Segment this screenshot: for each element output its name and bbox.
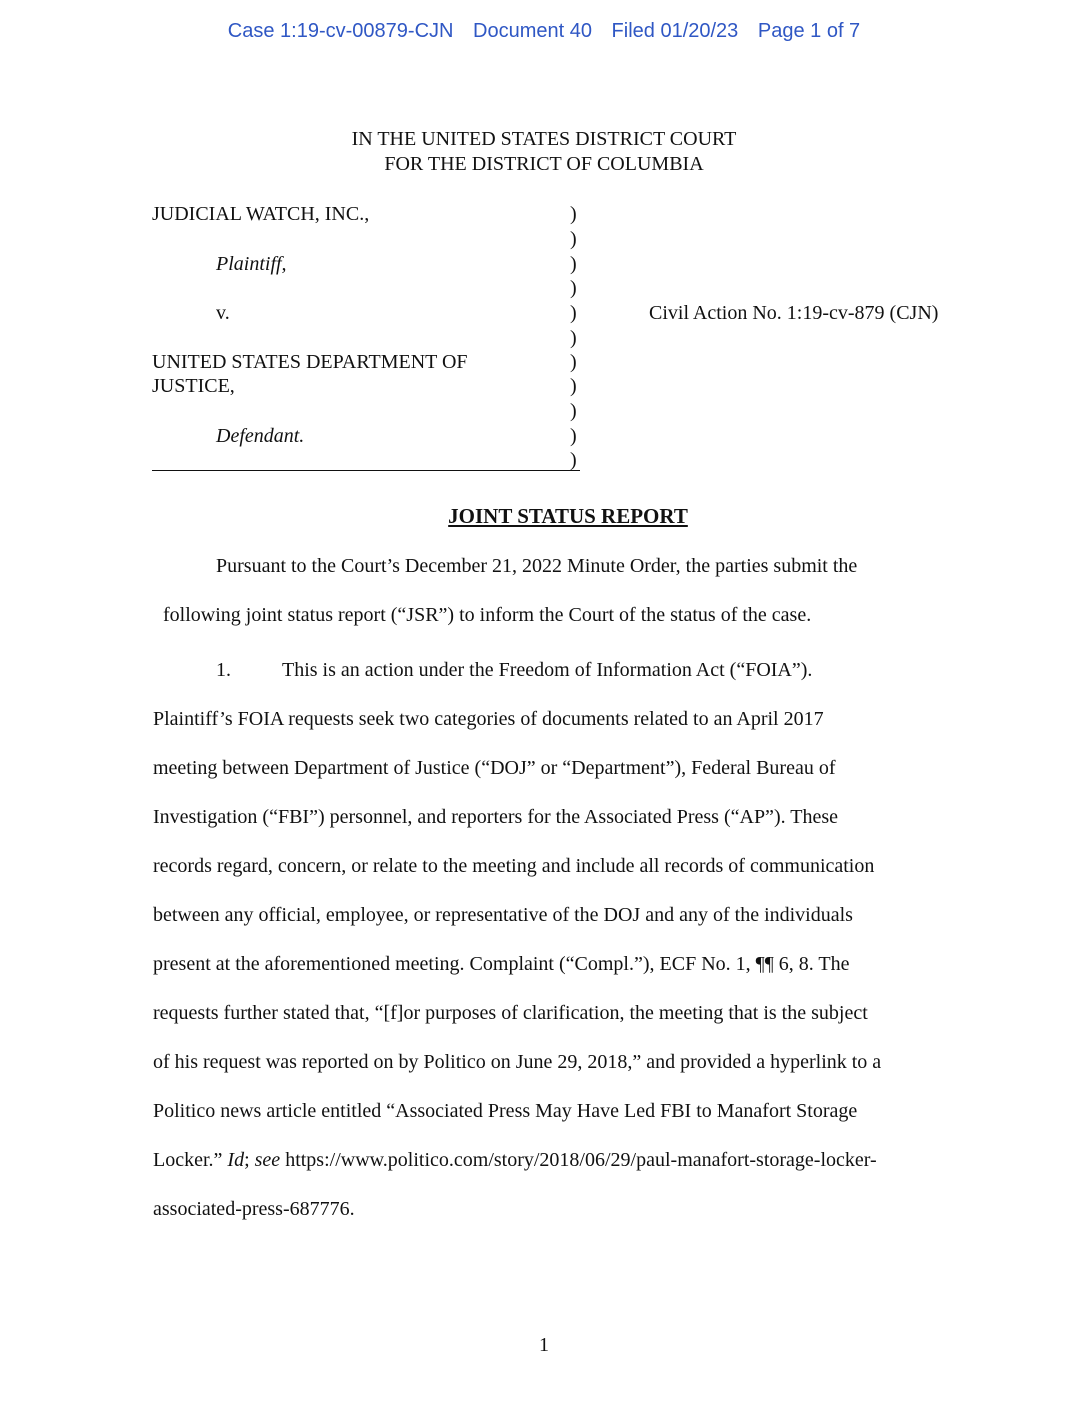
caption-paren: ) <box>570 203 577 225</box>
defendant-name-line-1: UNITED STATES DEPARTMENT OF <box>152 351 468 373</box>
paragraph-line: Politico news article entitled “Associated Press May Have Led FBI to Manafort Storage <box>153 1100 858 1122</box>
caption-paren: ) <box>570 449 577 471</box>
header-case: Case 1:19-cv-00879-CJN <box>227 20 454 42</box>
defendant-name-line-2: JUSTICE, <box>152 375 235 397</box>
caption-paren: ) <box>570 302 577 324</box>
paragraph-line: records regard, concern, or relate to the meeting and include all records of communication <box>153 855 875 877</box>
paragraph-line: Investigation (“FBI”) personnel, and reporters for the Associated Press (“AP”). These <box>153 806 838 828</box>
politico-url-part-1[interactable]: https://www.politico.com/story/2018/06/29/paul-manafort-storage-locker- <box>285 1149 877 1171</box>
paragraph-line: between any official, employee, or representative of the DOJ and any of the individuals <box>153 904 853 926</box>
caption-paren: ) <box>570 327 577 349</box>
caption-paren: ) <box>570 253 577 275</box>
caption-rule <box>152 470 580 471</box>
paragraph-line: meeting between Department of Justice (“DOJ” or “Department”), Federal Bureau of <box>153 757 836 779</box>
citation-id: Id <box>227 1149 245 1171</box>
header-filed: Filed 01/20/23 <box>611 20 739 42</box>
citation-line <box>153 1149 877 1172</box>
court-name-line-1: IN THE UNITED STATES DISTRICT COURT <box>351 128 737 150</box>
versus: v. <box>216 302 230 324</box>
paragraph-number: 1. <box>216 659 231 681</box>
caption-paren: ) <box>570 425 577 447</box>
intro-line-2: following joint status report (“JSR”) to inform the Court of the status of the case. <box>163 604 812 626</box>
caption-paren: ) <box>570 228 577 250</box>
citation-locker: Locker.” <box>153 1149 223 1171</box>
document-title: JOINT STATUS REPORT <box>448 504 688 528</box>
citation-separator: ; <box>244 1149 255 1171</box>
court-name-line-2: FOR THE DISTRICT OF COLUMBIA <box>384 153 704 175</box>
caption-paren: ) <box>570 400 577 422</box>
paragraph-line: Plaintiff’s FOIA requests seek two categories of documents related to an April 2017 <box>153 708 824 730</box>
paragraph-1-first-line: This is an action under the Freedom of Information Act (“FOIA”). <box>282 659 813 681</box>
plaintiff-role: Plaintiff, <box>216 253 287 275</box>
politico-url-part-2[interactable]: associated-press-687776. <box>153 1198 355 1220</box>
caption-paren: ) <box>570 375 577 397</box>
caption-paren: ) <box>570 277 577 299</box>
citation-see: see <box>254 1149 281 1171</box>
filing-header <box>0 20 1088 43</box>
civil-action-number: Civil Action No. 1:19-cv-879 (CJN) <box>649 302 939 324</box>
defendant-role: Defendant. <box>216 425 305 447</box>
caption-paren: ) <box>570 351 577 373</box>
paragraph-line: present at the aforementioned meeting. Complaint (“Compl.”), ECF No. 1, ¶¶ 6, 8. The <box>153 953 850 975</box>
header-document: Document 40 <box>473 20 592 42</box>
plaintiff-name: JUDICIAL WATCH, INC., <box>152 203 370 225</box>
page-number: 1 <box>539 1334 549 1356</box>
paragraph-line: requests further stated that, “[f]or purposes of clarification, the meeting that is the subject <box>153 1002 868 1024</box>
header-page: Page 1 of 7 <box>757 20 861 42</box>
paragraph-line: of his request was reported on by Politico on June 29, 2018,” and provided a hyperlink to a <box>153 1051 882 1073</box>
intro-line-1: Pursuant to the Court’s December 21, 2022 Minute Order, the parties submit the <box>216 555 858 577</box>
